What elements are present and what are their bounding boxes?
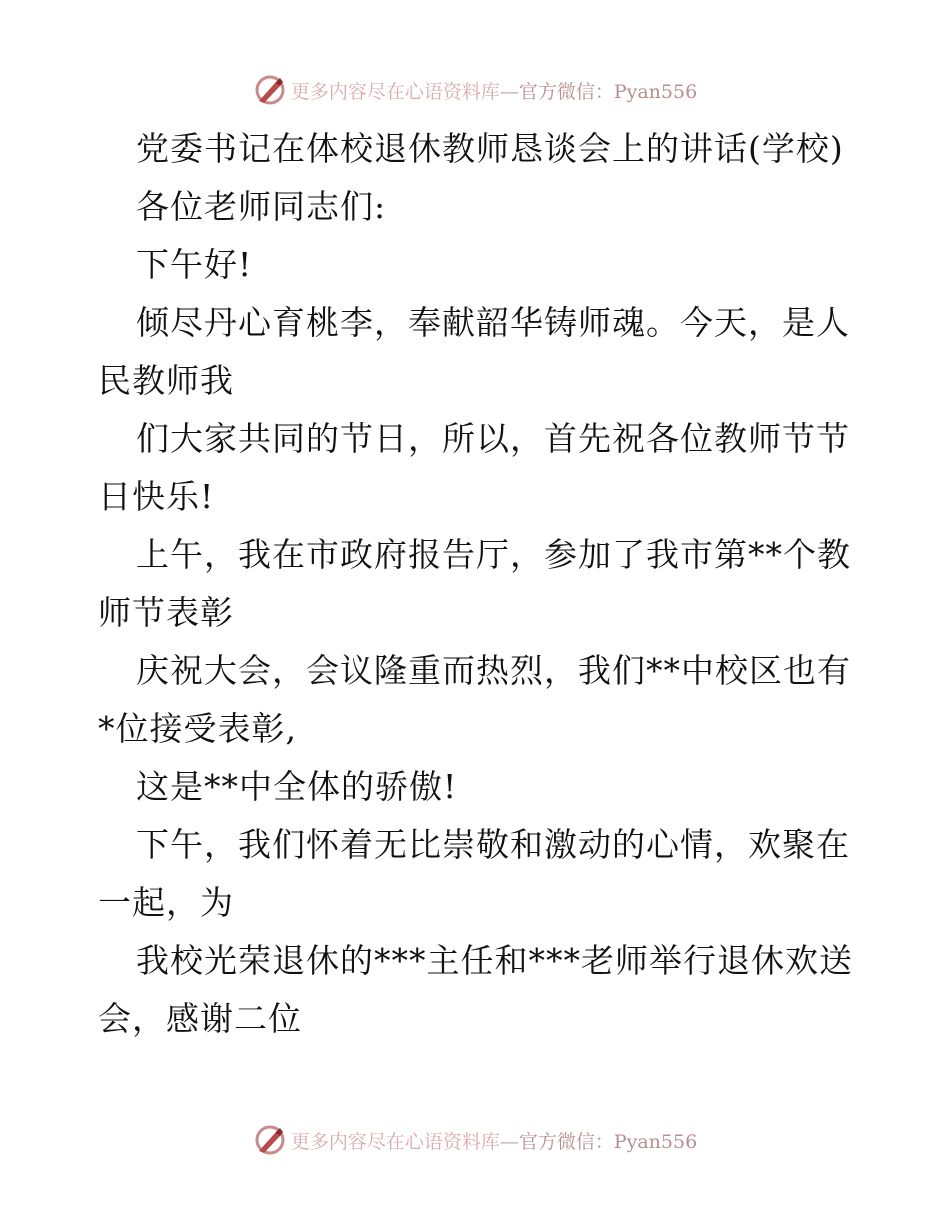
paragraph-line: 庆祝大会，会议隆重而热烈，我们**中校区也有: [136, 651, 851, 690]
pen-logo-icon: [253, 1123, 287, 1157]
header-watermark: [0, 70, 950, 110]
footer-watermark: [0, 1120, 950, 1160]
watermark-main: 更多内容尽在心语资料库: [290, 1130, 500, 1153]
watermark-dash: —: [499, 1130, 519, 1153]
document-body: [98, 120, 858, 1048]
paragraph-line: 师节表彰: [98, 593, 234, 632]
paragraph-line: 日快乐!: [98, 477, 215, 516]
paragraph-line: 会，感谢二位: [98, 999, 302, 1038]
paragraph-line: 下午，我们怀着无比崇敬和激动的心情，欢聚在: [136, 825, 850, 864]
watermark-text: [291, 1127, 697, 1154]
paragraph-line: 民教师我: [98, 361, 234, 400]
watermark-dash: —: [499, 80, 519, 103]
paragraph-line: 我校光荣退休的***主任和***老师举行退休欢送: [136, 941, 853, 980]
paragraph-line: 这是**中全体的骄傲!: [136, 767, 458, 806]
greeting: 下午好!: [136, 245, 253, 284]
document-title: 党委书记在体校退休教师恳谈会上的讲话(学校): [136, 129, 844, 168]
watermark-main: 更多内容尽在心语资料库: [290, 80, 500, 103]
pen-logo-icon: [253, 73, 287, 107]
paragraph-line: 上午，我在市政府报告厅，参加了我市第**个教: [136, 535, 851, 574]
watermark-contact: 官方微信：Pyan556: [518, 80, 698, 103]
paragraph-line: 们大家共同的节日，所以，首先祝各位教师节节: [136, 419, 850, 458]
paragraph-line: 倾尽丹心育桃李，奉献韶华铸师魂。今天，是人: [136, 303, 850, 342]
paragraph-line: 一起，为: [98, 883, 234, 922]
paragraph-line: *位接受表彰,: [98, 709, 297, 748]
watermark-contact: 官方微信：Pyan556: [518, 1130, 698, 1153]
salutation: 各位老师同志们:: [136, 187, 387, 226]
watermark-text: [291, 77, 697, 104]
